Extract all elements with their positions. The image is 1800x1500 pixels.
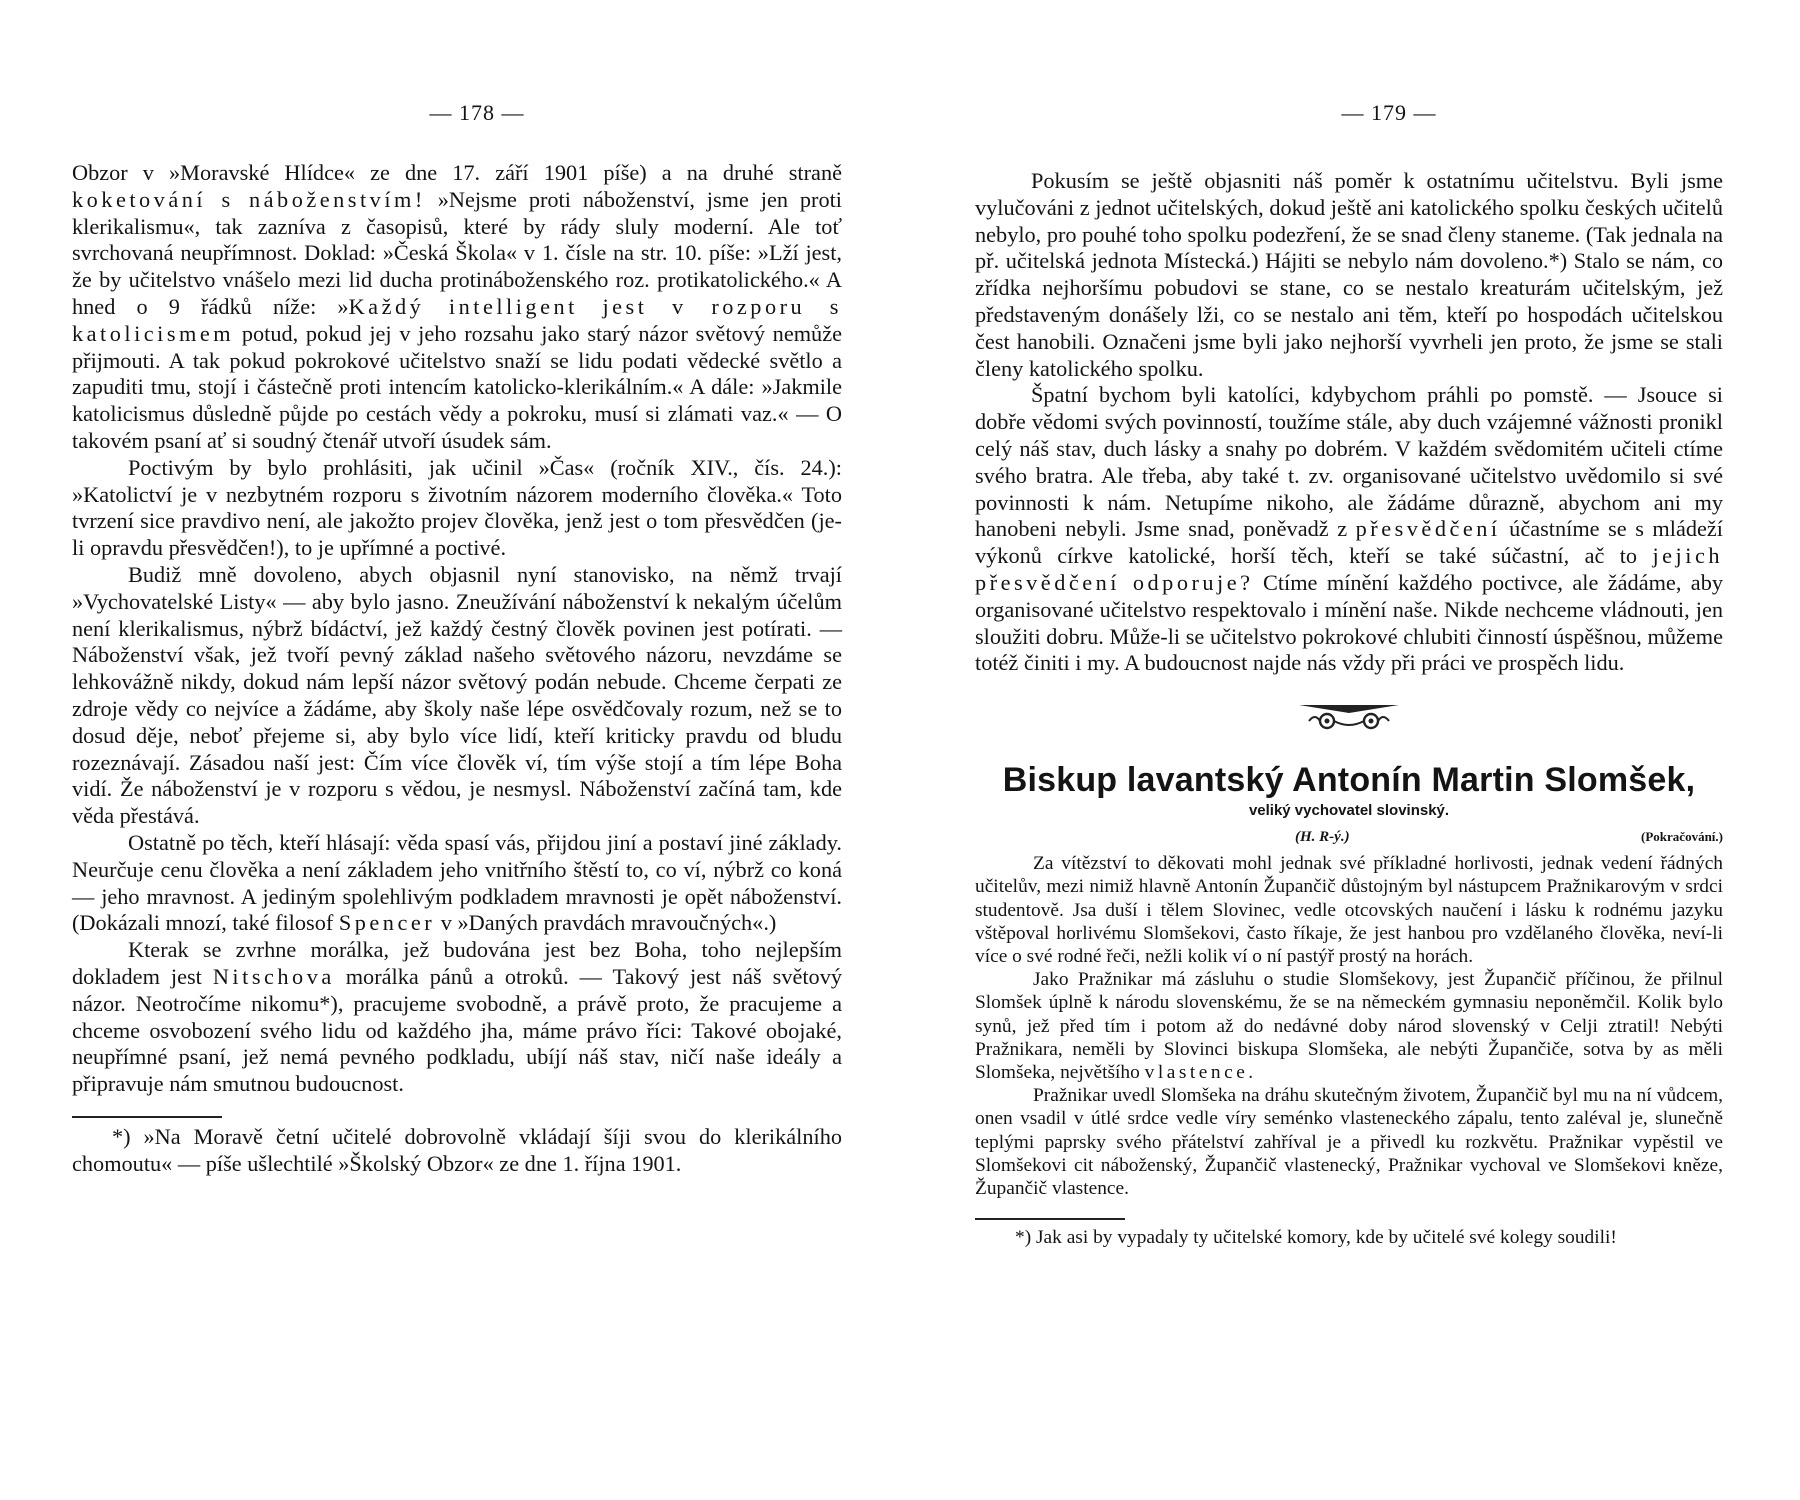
article-title: Biskup lavantský Antonín Martin Slomšek,	[1002, 761, 1696, 800]
paragraph: Kterak se zvrhne morálka, jež budována jest bez Boha, toho nejlepším dokladem jest Nitschova morálka pánů a otroků. — Takový jest náš světový názor. Neotročíme nikomu*), pracujeme svobodně, a právě proto, že pracujeme a chceme osvobození svého lidu od každého jha, máme právo říci: Takové obojaké, neupřímné psaní, jež nemá pevného podkladu, ubíjí náš stav, ničí naše ideály a připravuje nám smutnou budoucnost.	[72, 937, 842, 1097]
paragraph: Obzor v »Moravské Hlídce« ze dne 17. září 1901 píše) a na druhé straně koketování s náboženstvím! »Nejsme proti náboženství, jsme jen proti klerikalismu«, tak zazníva z časopisů, které by rády sluly moderní. Ale toť svrchovaná neupřímnost. Doklad: »Česká Škola« v 1. čísle na str. 10. píše: »Lží jest, že by učitelstvo vnášelo mezi lid ducha protináboženského roz. protikatolického.« A hned o 9 řádků níže: »Každý intelligent jest v rozporu s katolicismem potud, pokud jej v jeho rozsahu jako starý názor světový nemůže přijmouti. A tak pokud pokrokové učitelstvo snaží se lidu podati vědecké světlo a zapuditi tmu, stojí i částečně proti intencím katolicko-klerikálním.« A dále: »Jakmile katolicismus důsledně půjde po cestách vědy a pokroku, musí si zlámati vaz.« — O takovém psaní ať si soudný čtenář utvoří úsudek sám.	[72, 160, 843, 453]
right-page	[975, 0, 1723, 1500]
paragraph: Budiž mně dovoleno, abych objasnil nyní stanovisko, na němž trvají »Vychovatelské Listy« — aby bylo jasno. Zneužívání náboženství k nekalým účelům není klerikalismus, nýbrž bídáctví, jež každý čestný člověk povinen jest potírati. — Náboženství však, jež tvoří pevný základ našeho světového názoru, nevzdáme se lehkovážně nikdy, dokud nám lepší názor světový podán nebude. Chceme čerpati ze zdroje vědy co nejvíce a žádáme, aby školy naše lépe osvědčovaly rozum, než se to dosud děje, neboť přejeme si, aby bylo více lidí, kteří kriticky pravdu od bludu rozeznávají. Zásadou naší jest: Čím více člověk ví, tím výše stojí a tím lépe Boha vidí. Že náboženství je v rozporu s vědou, je nesmysl. Náboženství začíná tam, kde věda přestává.	[72, 561, 842, 829]
spaced-emphasis: Každý intelligent jest v rozporu s katolicismem	[72, 293, 842, 346]
paragraph: Za vítězství to děkovati mohl jednak své příkladné horlivosti, jednak vedení řádných učitelův, mezi nimiž hlavně Antonín Župančič důstojným byl nástupcem Pražnikarovým v srdci studentově. Jsa duší i tělem Slovinec, vedle otcovských naučení i lásku k rodnému jazyku vštěpoval horlivému Slomšekovi, často říkaje, že jest hanbou pro vzdělaného člověka, neví-li více o své rodné řeči, nežli kolik ví o ní pastýř prostý na horách.	[975, 853, 1723, 967]
left-page	[72, 0, 842, 1500]
spaced-emphasis: přesvědčení	[1355, 516, 1501, 542]
page-number: — 178 —	[429, 100, 525, 125]
article	[975, 761, 1723, 1249]
paragraph: Pražnikar uvedl Slomšeka na dráhu skutečným životem, Župančič byl mu na ní vůdcem, onen vsadil v útlé srdce vedle víry seménko vlasteneckého zápalu, tento zaléval je, slunečně teplými paprsky svého přátelství zahříval je a přivedl ku rozkvětu. Pražnikar vypěstil ve Slomšekovi cit náboženský, Župančič vlastenecký, Pražnikar vychoval ve Slomšekovi kněze, Župančič vlastence.	[975, 1085, 1723, 1199]
article-author: (H. R-ý.)	[1295, 829, 1350, 846]
footnote-rule	[72, 1116, 222, 1118]
spaced-emphasis: vlastence.	[1144, 1061, 1257, 1083]
spaced-emphasis: koketování s náboženstvím!	[72, 186, 426, 212]
spaced-emphasis: Spencer	[338, 910, 436, 936]
footnote: *) »Na Moravě četní učitelé dobrovolně vkládají šíji svou do klerikálního chomoutu« — píše ušlechtilé »Školský Obzor« ze dne 1. října 1901.	[72, 1123, 842, 1176]
paragraph: Pokusím se ještě objasniti náš poměr k ostatnímu učitelstvu. Byli jsme vylučováni z jednot učitelských, dokud ještě ani katolického spolku českých učitelů nebylo, pro pouhé toho spolku podezření, že se snad členy staneme. (Tak jednala na př. učitelská jednota Místecká.) Hájiti se nebylo nám dovoleno.*) Stalo se nám, co zřídka nejhoršímu pobudovi se stane, co se nestalo kreaturám učitelským, jež představeným donášely lži, co se nestalo ani těm, kteří po hospodách učitelskou čest hanobili. Označeni jsme byli jako nejhorší vyvrheli jen proto, že jsme se stali členy katolického spolku.	[975, 168, 1723, 381]
scroll-ornament-icon	[975, 699, 1723, 733]
page-number: — 179 —	[1341, 100, 1437, 125]
footnote: *) Jak asi by vypadaly ty učitelské komory, kde by učitelé své kolegy soudili!	[1015, 1227, 1617, 1249]
paragraph: Jako Pražnikar má zásluhu o studie Slomšekovy, jest Župančič příčinou, že přilnul Slomšek úplně k národu slovenskému, že se na německém gymnasiu neponěmčil. Kolik bylo synů, jež před tím i potom až do nedávné doby národ slovenský v Celji ztratil! Nebýti Pražnikara, neměli by Slovinci biskupa Slomšeka, ale nebýti Župančiče, sotva by as měli Slomšeka, největšího vlastence.	[975, 969, 1723, 1083]
paragraph: Ostatně po těch, kteří hlásají: věda spasí vás, přijdou jiní a postaví jiné základy. Neurčuje cenu člověka a není základem jeho vnitřního štěstí to, co ví, nýbrž co koná — jeho mravnost. A jediným spolehlivým podkladem mravnosti je opět náboženství. (Dokázali mnozí, také filosof Spencer v »Daných pravdách mravoučných«.)	[72, 829, 842, 936]
footnote-rule	[975, 1218, 1125, 1220]
paragraph: Špatní bychom byli katolíci, kdybychom práhli po pomstě. — Jsouce si dobře vědomi svých povinností, toužíme stále, aby duch vzájemné vážnosti pronikl celý náš stav, duch lásky a snahy po dobrém. V každém svědomitém učiteli ctíme svého bratra. Ale třeba, aby také t. zv. organisované učitelstvo uvědomilo si své povinnosti k nám. Netupíme nikoho, ale žádáme důrazně, abychom ani my hanobeni nebyli. Jsme snad, poněvadž z přesvědčení účastníme se s mládeží výkonů církve katolické, horší těch, kteří se také súčastní, ač to jejich přesvědčení odporuje? Ctíme mínění každého poctivce, ale žádáme, aby organisované učitelstvo respektovalo i mínění naše. Nikde nechceme vládnouti, jen sloužiti dobru. Může-li se učitelstvo pokrokové chlubiti činností úspěšnou, můžeme totéž činiti i my. A budoucnost najde nás vždy při práci ve prospěch lidu.	[975, 382, 1723, 676]
byline	[975, 829, 1723, 846]
continued-note: (Pokračování.)	[1641, 829, 1723, 845]
article-subtitle: veliký vychovatel slovinský.	[1248, 802, 1450, 820]
paragraph: Poctivým by bylo prohlásiti, jak učinil »Čas« (ročník XIV., čís. 24.): »Katolictví je v nezbytném rozporu s životním názorem moderního člověka.« Toto tvrzení sice pravdivo není, ale jakožto projev člověka, jenž jest o tom přesvědčen (je-li opravdu přesvědčen!), to je upřímné a poctivé.	[72, 454, 842, 561]
ornament-graphic	[1289, 699, 1409, 733]
spaced-emphasis: Nitschova	[212, 963, 335, 989]
spaced-emphasis: jejich přesvědčení odporuje?	[975, 543, 1723, 595]
